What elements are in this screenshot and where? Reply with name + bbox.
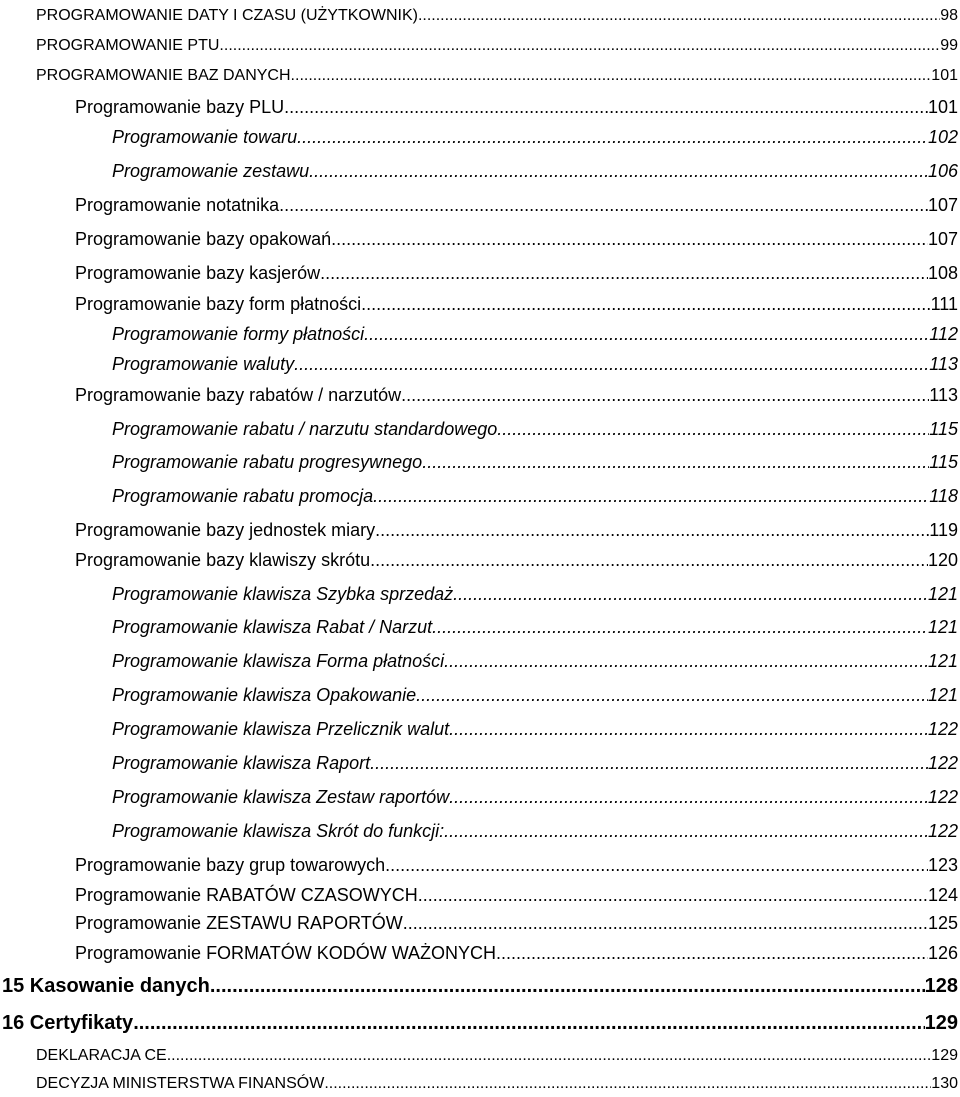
toc-entry-title: DECYZJA MINISTERSTWA FINANSÓW — [36, 1075, 325, 1092]
toc-entry-title: Programowanie klawisza Opakowanie — [112, 685, 417, 705]
toc-entry-title: Programowanie klawisza Skrót do funkcji: — [112, 821, 445, 841]
toc-dot-leader — [167, 1048, 932, 1064]
toc-dot-leader — [375, 521, 929, 539]
toc-dot-leader — [373, 487, 929, 505]
toc-page-number: 107 — [927, 229, 958, 249]
toc-entry[interactable] — [112, 162, 958, 180]
toc-dot-leader — [309, 162, 928, 180]
toc-entry[interactable] — [75, 196, 958, 214]
toc-entry[interactable] — [112, 754, 958, 772]
toc-entry[interactable] — [36, 1048, 958, 1064]
toc-entry-title: Programowanie RABATÓW CZASOWYCH — [75, 885, 418, 905]
toc-dot-leader — [133, 1013, 924, 1033]
toc-page-number: 130 — [931, 1075, 958, 1092]
toc-entry[interactable] — [75, 914, 958, 932]
toc-entry-title: Programowanie towaru — [112, 127, 298, 147]
toc-entry[interactable] — [75, 295, 958, 313]
toc-page-number: 101 — [927, 97, 958, 117]
toc-dot-leader — [219, 38, 940, 54]
toc-entry[interactable] — [112, 822, 958, 840]
toc-page-number: 128 — [924, 975, 958, 997]
toc-entry[interactable] — [75, 551, 958, 569]
toc-page-number: 122 — [927, 821, 958, 841]
toc-entry-title: Programowanie bazy jednostek miary — [75, 520, 376, 540]
toc-entry[interactable] — [112, 686, 958, 704]
toc-entry-title: Programowanie bazy klawiszy skrótu — [75, 550, 371, 570]
toc-entry[interactable] — [36, 38, 958, 54]
toc-dot-leader — [291, 68, 932, 84]
toc-dot-leader — [320, 264, 928, 282]
toc-page-number: 125 — [927, 913, 958, 933]
toc-entry[interactable] — [75, 98, 958, 116]
toc-entry[interactable] — [112, 325, 958, 343]
toc-dot-leader — [279, 196, 928, 214]
toc-page-number: 106 — [927, 161, 958, 181]
toc-dot-leader — [444, 822, 928, 840]
toc-entry-title: Programowanie rabatu promocja — [112, 486, 374, 506]
toc-dot-leader — [331, 230, 928, 248]
toc-page-number: 111 — [930, 294, 958, 314]
toc-entry-title: Programowanie klawisza Raport — [112, 753, 371, 773]
toc-entry[interactable] — [112, 487, 958, 505]
toc-entry-title: Programowanie klawisza Szybka sprzedaż — [112, 584, 454, 604]
toc-entry-title: 16 Certyfikaty — [2, 1012, 134, 1034]
toc-dot-leader — [403, 914, 928, 932]
toc-entry[interactable] — [75, 886, 958, 904]
toc-page-number: 115 — [929, 452, 958, 472]
toc-dot-leader — [294, 355, 929, 373]
toc-dot-leader — [210, 976, 925, 996]
toc-page-number: 113 — [929, 385, 958, 405]
toc-entry[interactable] — [75, 230, 958, 248]
toc-entry-title: 15 Kasowanie danych — [2, 975, 210, 997]
toc-entry-title: Programowanie bazy opakowań — [75, 229, 332, 249]
toc-entry[interactable] — [75, 386, 958, 404]
toc-page-number: 129 — [924, 1012, 958, 1034]
toc-dot-leader — [432, 618, 928, 636]
toc-entry[interactable] — [112, 355, 958, 373]
toc-page-number: 121 — [927, 651, 958, 671]
toc-page-number: 121 — [927, 617, 958, 637]
toc-page-number: 113 — [929, 354, 958, 374]
toc-dot-leader — [401, 386, 929, 404]
toc-entry[interactable] — [75, 521, 958, 539]
toc-entry-title: Programowanie bazy rabatów / narzutów — [75, 385, 402, 405]
toc-page-number: 121 — [927, 584, 958, 604]
toc-entry-title: Programowanie rabatu / narzutu standardowego — [112, 419, 498, 439]
toc-page-number: 121 — [927, 685, 958, 705]
toc-page-number: 122 — [927, 753, 958, 773]
toc-entry-title: Programowanie bazy grup towarowych — [75, 855, 386, 875]
toc-dot-leader — [497, 420, 929, 438]
toc-dot-leader — [422, 453, 929, 471]
toc-entry-title: Programowanie bazy PLU — [75, 97, 285, 117]
toc-dot-leader — [324, 1076, 931, 1092]
toc-page-number: 122 — [927, 719, 958, 739]
toc-entry-title: PROGRAMOWANIE DATY I CZASU (UŻYTKOWNIK) — [36, 7, 418, 24]
toc-page-number: 101 — [931, 67, 958, 84]
toc-dot-leader — [418, 886, 928, 904]
toc-page-number: 112 — [929, 324, 958, 344]
toc-entry[interactable] — [112, 652, 958, 670]
toc-page-number: 102 — [927, 127, 958, 147]
toc-entry-title: Programowanie klawisza Rabat / Narzut — [112, 617, 433, 637]
toc-page-number: 99 — [940, 37, 958, 54]
toc-dot-leader — [370, 551, 928, 569]
toc-entry-title: DEKLARACJA CE — [36, 1047, 167, 1064]
toc-entry[interactable] — [112, 453, 958, 471]
toc-entry[interactable] — [36, 8, 958, 24]
toc-entry-title: Programowanie klawisza Forma płatności — [112, 651, 445, 671]
toc-page-number: 124 — [927, 885, 958, 905]
toc-page-number: 129 — [931, 1047, 958, 1064]
toc-entry-title: Programowanie klawisza Przelicznik walut — [112, 719, 450, 739]
toc-dot-leader — [449, 720, 928, 738]
toc-page-number: 122 — [927, 787, 958, 807]
toc-page-number: 126 — [927, 943, 958, 963]
toc-dot-leader — [385, 856, 928, 874]
toc-entry[interactable] — [112, 788, 958, 806]
toc-page-number: 107 — [927, 195, 958, 215]
toc-entry[interactable] — [112, 618, 958, 636]
toc-entry-title: Programowanie zestawu — [112, 161, 310, 181]
toc-page-number: 115 — [929, 419, 958, 439]
toc-entry[interactable] — [112, 720, 958, 738]
toc-entry[interactable] — [112, 420, 958, 438]
toc-entry-title: Programowanie klawisza Zestaw raportów — [112, 787, 450, 807]
toc-page-number: 120 — [927, 550, 958, 570]
toc-dot-leader — [370, 754, 928, 772]
toc-entry[interactable] — [2, 1013, 958, 1033]
toc-page-number: 123 — [927, 855, 958, 875]
toc-entry-title: Programowanie formy płatności — [112, 324, 365, 344]
toc-entry-title: Programowanie notatnika — [75, 195, 280, 215]
toc-dot-leader — [284, 98, 928, 116]
toc-entry-title: Programowanie waluty — [112, 354, 295, 374]
toc-entry-title: Programowanie bazy kasjerów — [75, 263, 321, 283]
toc-entry[interactable] — [75, 944, 958, 962]
toc-dot-leader — [361, 295, 930, 313]
toc-dot-leader — [364, 325, 929, 343]
toc-entry[interactable] — [112, 585, 958, 603]
toc-entry[interactable] — [36, 1076, 958, 1092]
toc-dot-leader — [297, 128, 928, 146]
toc-entry-title: PROGRAMOWANIE BAZ DANYCH — [36, 67, 291, 84]
toc-dot-leader — [496, 944, 928, 962]
toc-entry[interactable] — [112, 128, 958, 146]
toc-entry-title: Programowanie FORMATÓW KODÓW WAŻONYCH — [75, 943, 497, 963]
toc-page-number: 118 — [929, 486, 958, 506]
toc-entry[interactable] — [2, 976, 958, 996]
toc-entry-title: Programowanie bazy form płatności — [75, 294, 362, 314]
toc-dot-leader — [444, 652, 928, 670]
toc-page-number: 98 — [940, 7, 958, 24]
toc-dot-leader — [453, 585, 928, 603]
toc-dot-leader — [418, 8, 940, 24]
toc-dot-leader — [416, 686, 928, 704]
toc-page-number: 108 — [927, 263, 958, 283]
toc-dot-leader — [449, 788, 928, 806]
toc-entry-title: PROGRAMOWANIE PTU — [36, 37, 220, 54]
toc-entry-title: Programowanie rabatu progresywnego — [112, 452, 423, 472]
toc-entry-title: Programowanie ZESTAWU RAPORTÓW — [75, 913, 403, 933]
toc-entry[interactable] — [75, 856, 958, 874]
toc-page-number: 119 — [929, 520, 958, 540]
toc-entry[interactable] — [36, 68, 958, 84]
toc-entry[interactable] — [75, 264, 958, 282]
